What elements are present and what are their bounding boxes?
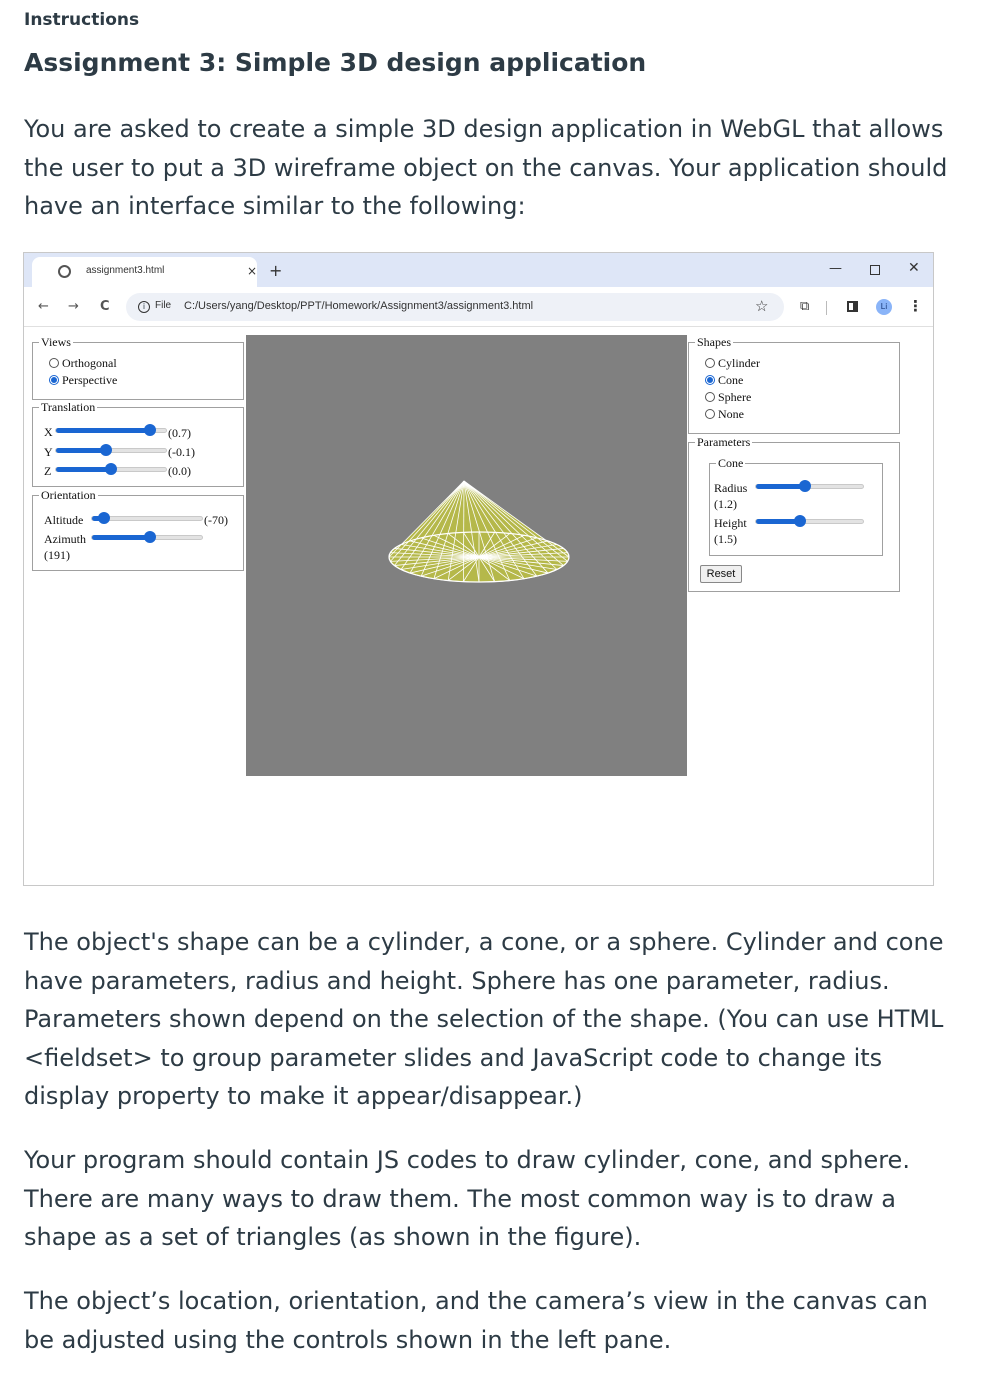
altitude-slider[interactable] bbox=[91, 516, 203, 521]
cylinder-label: Cylinder bbox=[718, 356, 760, 370]
altitude-value: (-70) bbox=[204, 513, 228, 527]
minimize-icon[interactable]: — bbox=[829, 261, 842, 276]
y-value: (-0.1) bbox=[168, 445, 195, 459]
perspective-radio[interactable] bbox=[49, 375, 59, 385]
shapes-legend: Shapes bbox=[697, 335, 731, 349]
forward-arrow-icon[interactable]: → bbox=[68, 299, 79, 314]
intro-paragraph: You are asked to create a simple 3D design application in WebGL that allows the user to put a 3D wireframe object on the canvas. Your application should have an interface similar to the following: bbox=[24, 115, 948, 220]
height-value: (1.5) bbox=[714, 532, 737, 546]
perspective-label: Perspective bbox=[62, 373, 118, 387]
orientation-fieldset bbox=[32, 488, 244, 571]
browser-tab[interactable] bbox=[32, 257, 257, 287]
webgl-canvas[interactable] bbox=[246, 335, 687, 776]
tab-title: assignment3.html bbox=[86, 265, 165, 276]
instructions-label: Instructions bbox=[24, 10, 140, 30]
new-tab-icon[interactable]: + bbox=[269, 261, 283, 280]
file-scheme-label: File bbox=[155, 300, 172, 311]
extensions-icon[interactable]: ⧉ bbox=[800, 299, 810, 314]
drawing-paragraph: Your program should contain JS codes to draw cylinder, cone, and sphere. There are many ways to draw them. The most common way is to draw a shape as a set of triangles (as shown in the figure). bbox=[24, 1146, 910, 1251]
sphere-label: Sphere bbox=[718, 390, 752, 404]
parameters-legend: Parameters bbox=[697, 435, 751, 449]
views-fieldset bbox=[32, 335, 244, 400]
back-arrow-icon[interactable]: ← bbox=[38, 299, 49, 314]
cone-radio[interactable] bbox=[705, 375, 715, 385]
cone-render bbox=[246, 335, 687, 776]
assignment-title: Assignment 3: Simple 3D design application bbox=[24, 48, 647, 77]
info-icon[interactable]: i bbox=[138, 301, 150, 313]
side-panel-icon[interactable] bbox=[847, 301, 858, 312]
z-value: (0.0) bbox=[168, 464, 191, 478]
bookmark-star-icon[interactable]: ☆ bbox=[755, 297, 769, 315]
altitude-label: Altitude bbox=[44, 513, 84, 527]
browser-menu-icon[interactable]: ⋮ bbox=[908, 297, 923, 315]
profile-avatar[interactable]: Li bbox=[876, 299, 892, 315]
page-favicon-icon bbox=[58, 265, 71, 278]
app-screenshot bbox=[23, 252, 934, 886]
translation-fieldset bbox=[32, 400, 244, 487]
reset-button[interactable]: Reset bbox=[700, 565, 742, 583]
x-value: (0.7) bbox=[168, 426, 191, 440]
sphere-radio[interactable] bbox=[705, 392, 715, 402]
azimuth-slider[interactable] bbox=[91, 535, 203, 540]
radius-label: Radius bbox=[714, 481, 748, 495]
tab-close-icon[interactable]: × bbox=[247, 264, 258, 278]
radius-value: (1.2) bbox=[714, 497, 737, 511]
controls-paragraph: The object’s location, orientation, and the camera’s view in the canvas can be adjusted using the controls shown in the left pane. bbox=[24, 1287, 928, 1354]
z-label: Z bbox=[44, 464, 52, 478]
url-field[interactable] bbox=[126, 293, 784, 321]
orientation-legend: Orientation bbox=[41, 488, 96, 502]
orthogonal-label: Orthogonal bbox=[62, 356, 117, 370]
window-close-icon[interactable]: ✕ bbox=[908, 260, 920, 276]
webgl-app bbox=[24, 327, 933, 886]
address-bar bbox=[24, 287, 933, 327]
views-legend: Views bbox=[41, 335, 71, 349]
cone-wireframe bbox=[389, 481, 569, 582]
orthogonal-radio[interactable] bbox=[49, 358, 59, 368]
toolbar-divider bbox=[826, 301, 827, 315]
cylinder-radio[interactable] bbox=[705, 358, 715, 368]
translation-legend: Translation bbox=[41, 400, 96, 414]
reload-icon[interactable]: C bbox=[100, 299, 110, 314]
height-label: Height bbox=[714, 516, 747, 530]
url-text: C:/Users/yang/Desktop/PPT/Homework/Assignment3/assignment3.html bbox=[184, 300, 534, 312]
y-slider[interactable] bbox=[55, 448, 167, 453]
azimuth-label: Azimuth bbox=[44, 532, 86, 546]
cone-parameters-fieldset bbox=[709, 456, 883, 556]
none-radio[interactable] bbox=[705, 409, 715, 419]
shapes-fieldset bbox=[688, 335, 900, 434]
cone-label: Cone bbox=[718, 373, 744, 387]
x-slider[interactable] bbox=[55, 428, 167, 433]
maximize-icon[interactable] bbox=[870, 265, 880, 275]
height-slider[interactable] bbox=[755, 519, 864, 524]
cone-parameters-legend: Cone bbox=[718, 456, 744, 470]
none-label: None bbox=[718, 407, 744, 421]
z-slider[interactable] bbox=[55, 467, 167, 472]
radius-slider[interactable] bbox=[755, 484, 864, 489]
y-label: Y bbox=[44, 445, 53, 459]
shapes-paragraph: The object's shape can be a cylinder, a cone, or a sphere. Cylinder and cone have parameters, radius and height. Sphere has one parameter, radius. Parameters shown depend on the selection of the shape. (You can use HTML <fieldset> to group parameter slides and JavaScript code to change its display property to make it appear/disappear.) bbox=[24, 928, 944, 1110]
azimuth-value: (191) bbox=[44, 548, 70, 562]
x-label: X bbox=[44, 425, 53, 439]
browser-tab-bar bbox=[24, 253, 933, 287]
